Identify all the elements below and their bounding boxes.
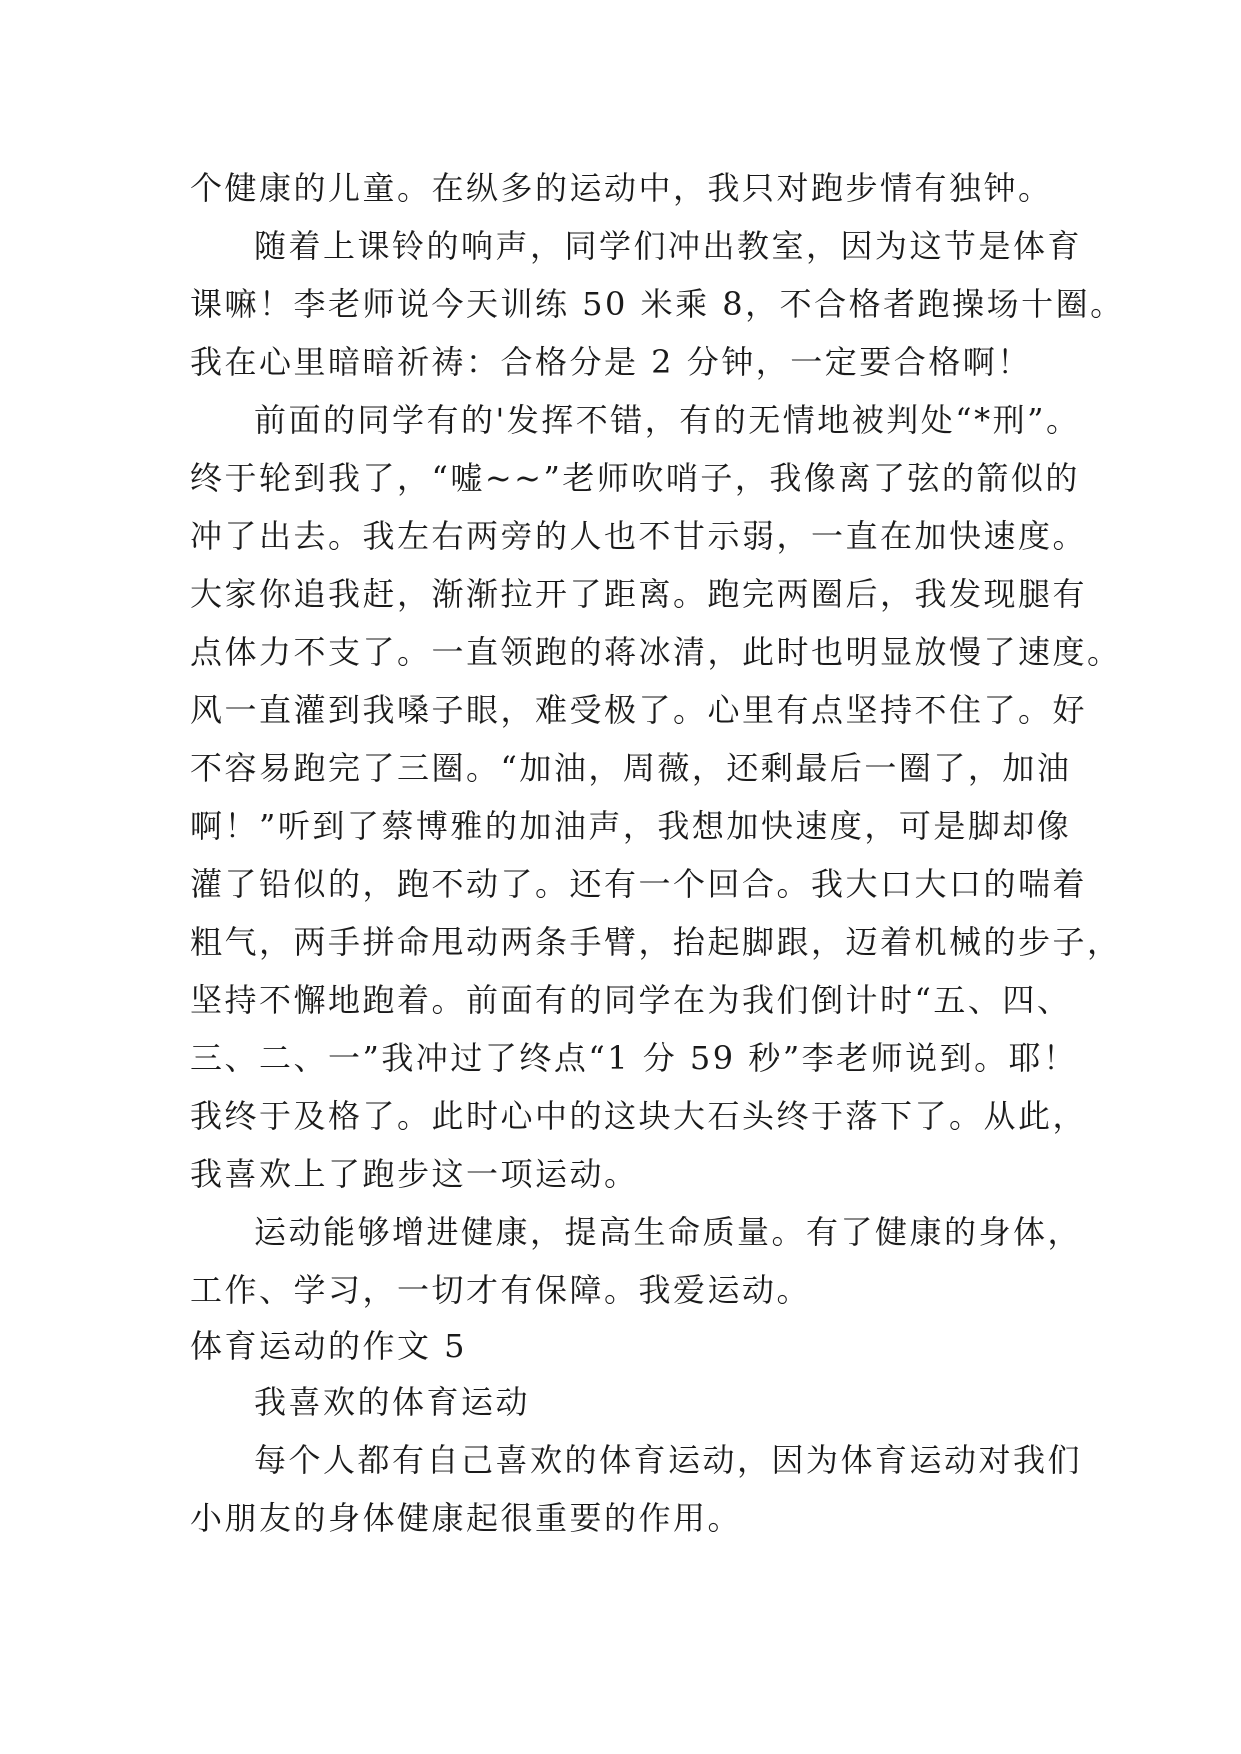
paragraph-start-line: 每个人都有自己喜欢的体育运动，因为体育运动对我们: [254, 1441, 1083, 1479]
text-line: 课嘛！李老师说今天训练 50 米乘 8，不合格者跑操场十圈。: [190, 285, 1125, 323]
text-line: 啊！”听到了蔡博雅的加油声，我想加快速度，可是脚却像: [190, 807, 1072, 845]
text-line: 个健康的儿童。在纵多的运动中，我只对跑步情有独钟。: [190, 169, 1053, 207]
text-line: 大家你追我赶，渐渐拉开了距离。跑完两圈后，我发现腿有: [190, 575, 1088, 613]
text-line: 冲了出去。我左右两旁的人也不甘示弱，一直在加快速度。: [190, 517, 1088, 555]
text-line: 我终于及格了。此时心中的这块大石头终于落下了。从此，: [190, 1097, 1088, 1135]
text-line: 坚持不懈地跑着。前面有的同学在为我们倒计时“五、四、: [190, 981, 1072, 1019]
text-line: 灌了铅似的，跑不动了。还有一个回合。我大口大口的喘着: [190, 865, 1088, 903]
text-line: 粗气，两手拼命甩动两条手臂，抬起脚跟，迈着机械的步子，: [190, 923, 1122, 961]
text-line: 风一直灌到我嗓子眼，难受极了。心里有点坚持不住了。好: [190, 691, 1088, 729]
text-line: 我喜欢上了跑步这一项运动。: [190, 1155, 639, 1193]
essay-title: 我喜欢的体育运动: [254, 1383, 531, 1421]
text-line: 不容易跑完了三圈。“加油，周薇，还剩最后一圈了，加油: [190, 749, 1072, 787]
paragraph-start-line: 前面的同学有的'发挥不错，有的无情地被判处“*刑”。: [254, 401, 1081, 439]
text-line: 工作、学习，一切才有保障。我爱运动。: [190, 1271, 812, 1309]
text-line: 我在心里暗暗祈祷：合格分是 2 分钟，一定要合格啊！: [190, 343, 1032, 381]
text-line: 三、二、一”我冲过了终点“1 分 59 秒”李老师说到。耶！: [190, 1039, 1078, 1077]
text-line: 点体力不支了。一直领跑的蒋冰清，此时也明显放慢了速度。: [190, 633, 1122, 671]
section-heading: 体育运动的作文 5: [190, 1327, 468, 1365]
paragraph-start-line: 运动能够增进健康，提高生命质量。有了健康的身体，: [254, 1213, 1083, 1251]
paragraph-start-line: 随着上课铃的响声，同学们冲出教室，因为这节是体育: [254, 227, 1083, 265]
text-line: 小朋友的身体健康起很重要的作用。: [190, 1499, 743, 1537]
text-line: 终于轮到我了，“嘘~~”老师吹哨子，我像离了弦的箭似的: [190, 459, 1080, 497]
